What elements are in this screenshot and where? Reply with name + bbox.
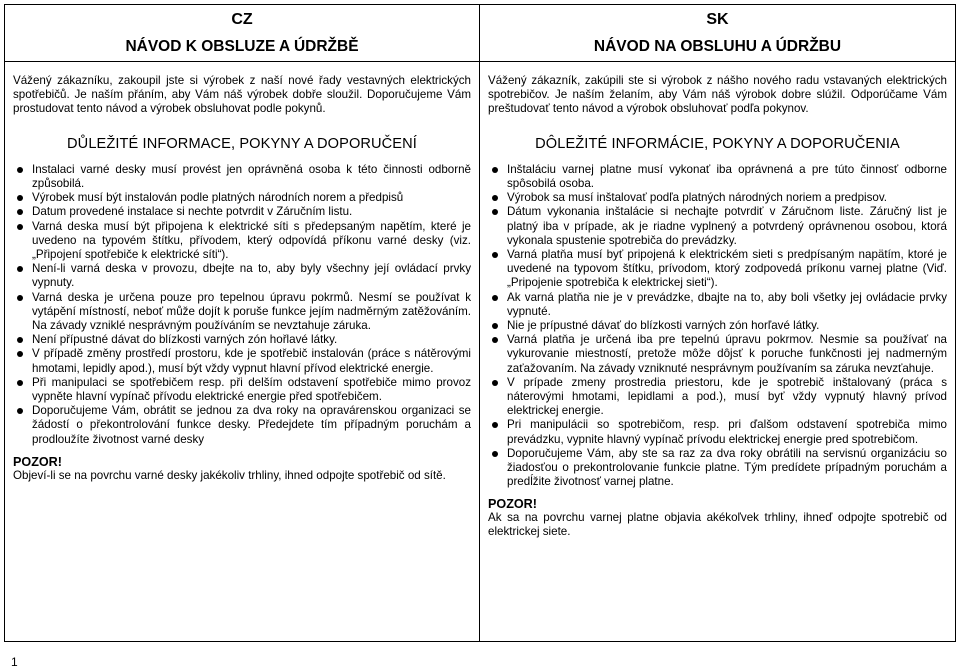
- sk-instruction-item: [488, 163, 947, 191]
- cz-instruction-text: Varná deska musí být připojena k elektrické síti s předepsaným napětím, které je uvedeno na typovém štítku, přívodem, který odpovídá příkonu varné desky (viz. „Připojení spotřebiče k elektrické síti“).: [32, 219, 471, 261]
- sk-instruction-item: [488, 248, 947, 291]
- sk-instruction-item: [488, 291, 947, 319]
- sk-instruction-item: [488, 319, 947, 333]
- cz-instruction-item: [13, 347, 471, 375]
- sk-instruction-text: Dátum vykonania inštalácie si nechajte potvrdiť v Záručnom liste. Záručný list je platný iba v prípade, ak je riadne vyplnený a potvrdený oprávnenou osobou, ktorá vykonala spustenie spotrebiča do prevádzky.: [507, 205, 947, 247]
- bullet-icon: [492, 422, 498, 428]
- cz-instruction-text: V případě změny prostředí prostoru, kde je spotřebič instalován (práce s nátěrovými hmotami, lepidly apod.), musí být vždy vypnut hlavní přívod elektrické energie.: [32, 347, 471, 375]
- sk-instruction-text: Nie je prípustné dávať do blízkosti varných zón horľavé látky.: [507, 318, 820, 332]
- cz-instruction-text: Doporučujeme Vám, obrátit se jednou za dva roky na opravárenskou organizaci se žádostí o překontrolování funkce desky. Předejdete tím případným poruchám a prodloužíte životnost varné desky: [32, 404, 471, 446]
- cz-instruction-text: Varná deska je určena pouze pro tepelnou úpravu pokrmů. Nesmí se používat k vytápění místností, neboť může dojít k poruše funkce jejím nadměrným zatěžováním. Na závady vzniklé nesprávným používáním se nevztahuje záruka.: [32, 290, 471, 332]
- sk-instruction-text: Varná platňa musí byť pripojená k elektrickém sieti s predpísaným napätím, ktoré je uvedené na typovom štítku, prívodom, ktorý zodpovedá príkonu varnej platne (Viď. „Pripojenie spotrebiča k elektrickej sieti“).: [507, 247, 947, 290]
- sk-instruction-text: Výrobok sa musí inštalovať podľa platných národných noriem a predpisov.: [507, 191, 888, 205]
- sk-instruction-item: [488, 447, 947, 490]
- cz-instruction-text: Datum provedené instalace si nechte potvrdit v Záručním listu.: [32, 205, 353, 219]
- sk-manual-title: NÁVOD NA OBSLUHU A ÚDRŽBU: [593, 38, 842, 55]
- bullet-icon: [17, 295, 23, 301]
- cz-instruction-text: Není-li varná deska v provozu, dbejte na to, aby byly všechny její ovládací prvky vypnuty.: [32, 262, 471, 290]
- cz-warning-title: POZOR!: [13, 454, 62, 469]
- sk-instruction-text: Doporučujeme Vám, aby ste sa raz za dva roky obrátili na servisnú organizáciu so žiadosťou o prekontrolovanie funkcie platne. Tým predídete prípadným poruchám a predĺžite životnosť varnej platne.: [507, 446, 947, 489]
- sk-instruction-item: [488, 376, 947, 419]
- bullet-icon: [492, 451, 498, 457]
- sk-instruction-item: [488, 333, 947, 376]
- sk-instruction-text: Inštaláciu varnej platne musí vykonať iba oprávnená a pre túto činnosť odborne spôsobilá osoba.: [507, 162, 947, 190]
- sk-instruction-text: Ak varná platňa nie je v prevádzke, dbajte na to, aby boli všetky jej ovládacie prvky vypnuté.: [507, 290, 947, 318]
- cz-instruction-item: [13, 205, 471, 219]
- bullet-icon: [492, 380, 498, 386]
- sk-section-title: DÔLEŽITÉ INFORMÁCIE, POKYNY A DOPORUČENIA: [535, 135, 900, 152]
- cz-instruction-item: [13, 220, 471, 263]
- cz-language-label: CZ: [231, 11, 253, 28]
- cz-instruction-text: Není přípustné dávat do blízkosti varných zón hořlavé látky.: [32, 333, 338, 347]
- bullet-icon: [492, 209, 498, 215]
- bullet-icon: [17, 209, 23, 215]
- sk-content-cell: [480, 62, 956, 642]
- sk-instruction-text: Varná platňa je určená iba pre tepelnú úpravu pokrmov. Nesmie sa používať na vykurovanie miestností, pretože môže dôjsť k poruche funkčnosti jej nadmerným zaťažovaním. Na závady vzniknuté nesprávnym používaním sa záruka nevzťahuje.: [507, 333, 947, 375]
- bullet-icon: [17, 337, 23, 343]
- cz-header-cell: [5, 5, 480, 62]
- bullet-icon: [17, 408, 23, 414]
- sk-intro-paragraph: Vážený zákazník, zakúpili ste si výrobok z nášho nového radu vstavaných elektrických spotrebičov. Je naším želaním, aby Vám náš výrobok dobre slúžil. Odporúčame Vám preštudovať tento návod a výrobok obsluhovať podľa pokynov.: [488, 74, 947, 115]
- bullet-icon: [17, 224, 23, 230]
- page-number: 1: [11, 655, 18, 669]
- sk-warning-title: POZOR!: [488, 497, 537, 512]
- manual-table: [4, 4, 956, 642]
- cz-instruction-text: Výrobek musí být instalován podle platných národních norem a předpisů: [32, 191, 404, 205]
- sk-language-label: SK: [706, 11, 729, 28]
- bullet-icon: [492, 167, 498, 173]
- cz-instruction-item: [13, 191, 471, 205]
- bullet-icon: [17, 380, 23, 386]
- bullet-icon: [17, 266, 23, 272]
- bullet-icon: [492, 323, 498, 329]
- cz-instruction-text: Instalaci varné desky musí provést jen oprávněná osoba k této činnosti odborně způsobilá.: [32, 162, 471, 190]
- sk-instruction-text: Pri manipulácii so spotrebičom, resp. pri ďalšom odstavení spotrebiča mimo prevádzku, vypnite hlavný vypínač prívodu elektrickej energie pred spotrebičom.: [507, 418, 947, 446]
- cz-intro-paragraph: Vážený zákazníku, zakoupil jste si výrobek z naší nové řady vestavných elektrických spotřebičů. Je naším přáním, aby Vám náš výrobek dobře sloužil. Doporučujeme Vám prostudovat tento návod a výrobek obsluhovat podle pokynů.: [13, 74, 471, 115]
- cz-manual-title: NÁVOD K OBSLUZE A ÚDRŽBĚ: [125, 38, 359, 55]
- cz-instruction-item: [13, 163, 471, 191]
- bullet-icon: [17, 195, 23, 201]
- sk-instruction-text: V prípade zmeny prostredia priestoru, kde je spotrebič inštalovaný (práca s náterovými hmotami, lepidlami a pod.), musí byť vždy vypnutý hlavný prívod elektrickej energie.: [507, 375, 947, 418]
- bullet-icon: [492, 295, 498, 301]
- sk-instruction-item: [488, 418, 947, 446]
- cz-instruction-text: Při manipulaci se spotřebičem resp. při delším odstavení spotřebiče mimo provoz vypněte hlavní vypínač přívodu elektrické energie před spotřebičem.: [32, 375, 471, 403]
- bullet-icon: [17, 351, 23, 357]
- cz-instruction-item: [13, 262, 471, 290]
- sk-instruction-item: [488, 191, 947, 205]
- cz-instruction-list: [13, 163, 471, 447]
- cz-instruction-item: [13, 376, 471, 404]
- cz-section-title: DŮLEŽITÉ INFORMACE, POKYNY A DOPORUČENÍ: [67, 135, 417, 152]
- bullet-icon: [492, 337, 498, 343]
- cz-instruction-item: [13, 404, 471, 447]
- sk-warning-text: Ak sa na povrchu varnej platne objavia akékoľvek trhliny, ihneď odpojte spotrebič od elektrickej siete.: [488, 511, 947, 539]
- cz-instruction-item: [13, 333, 471, 347]
- cz-instruction-item: [13, 291, 471, 334]
- cz-content-cell: [5, 62, 480, 642]
- sk-instruction-item: [488, 205, 947, 248]
- bullet-icon: [492, 252, 498, 258]
- cz-warning-text: Objeví-li se na povrchu varné desky jakékoliv trhliny, ihned odpojte spotřebič od sítě.: [13, 468, 446, 482]
- bullet-icon: [492, 195, 498, 201]
- bullet-icon: [17, 167, 23, 173]
- sk-header-cell: [480, 5, 956, 62]
- sk-instruction-list: [488, 163, 947, 490]
